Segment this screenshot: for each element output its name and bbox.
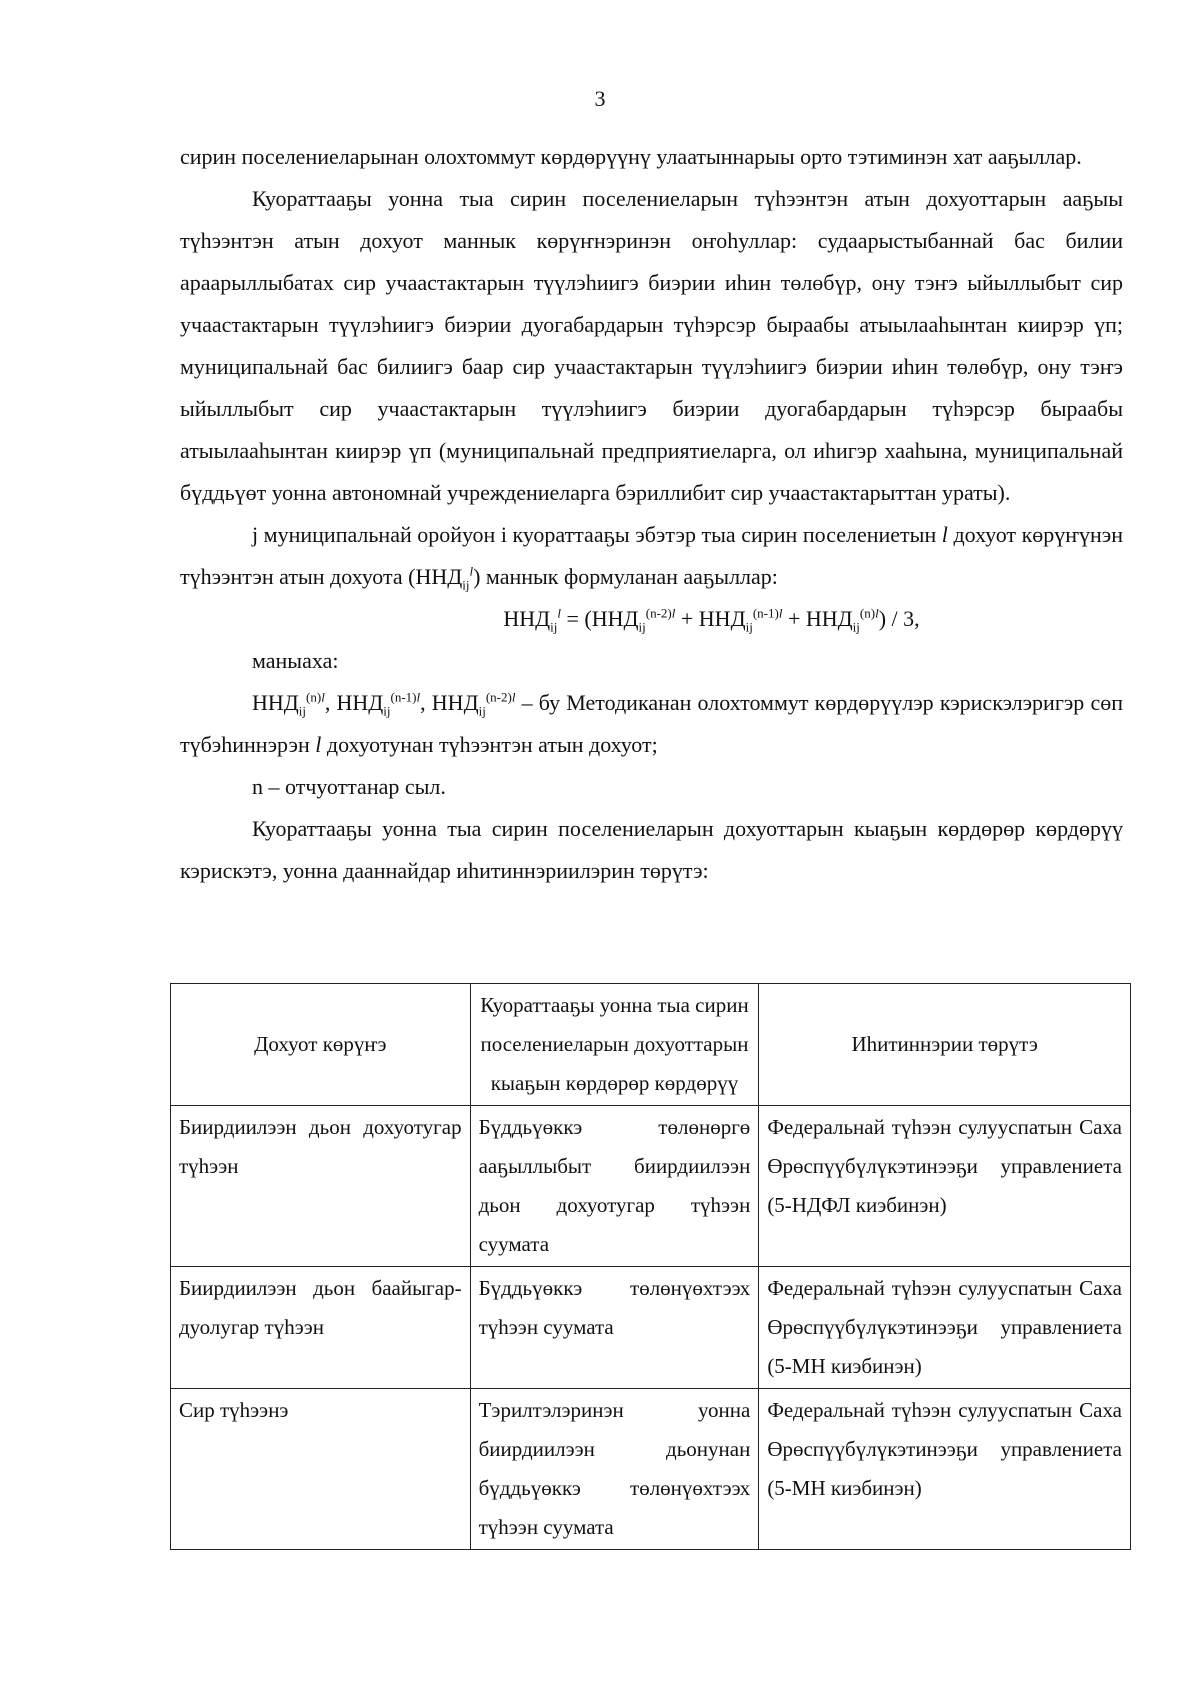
p3-sup: l [469, 563, 474, 579]
formula-l-4: l [875, 605, 879, 621]
formula-l-1: l [557, 605, 561, 621]
legend-text-a: – бу Методиканан олохтоммут көрдөрүүлэр кэрискэлэригэр сөп түбэһиннэрэн [180, 690, 1123, 757]
paragraph-3 [180, 514, 1123, 598]
table-cell: Сир түһээнэ [171, 1389, 471, 1550]
formula-exp-1: (n-2) [645, 605, 672, 621]
formula-l-3: l [778, 605, 783, 621]
page-number: 3 [594, 86, 606, 111]
legend-sep-2: , [420, 690, 432, 715]
table-cell: Федеральнай түһээн сулууспатын Саха Өрөспүүбүлүкэтинээҕи управлениета (5-МН киэбинэн) [759, 1267, 1131, 1389]
income-sources-table [170, 983, 1131, 1550]
p3-var-l: l [941, 522, 948, 547]
table-cell: Федеральнай түһээн сулууспатын Саха Өрөспүүбүлүкэтинээҕи управлениета (5-НДФЛ киэбинэн) [759, 1106, 1131, 1267]
p3-sub: ij [462, 577, 470, 593]
formula-sub-3: ij [745, 619, 753, 635]
paragraph-legend [180, 682, 1123, 766]
legend-exp-3: (n-2) [485, 689, 512, 705]
formula-eq: = ( [560, 606, 592, 631]
formula-exp-3: (n) [859, 605, 876, 621]
table-row [171, 1106, 1131, 1267]
legend-l-3: l [511, 689, 516, 705]
legend-l-1: l [321, 689, 325, 705]
formula-plus-2: + [782, 606, 806, 631]
formula-exp-2: (n-1) [752, 605, 779, 621]
table-cell: Бүддьүөккэ төлөнөргө ааҕыллыбыт биирдиилээн дьон дохуотугар түһээн суумата [470, 1106, 759, 1267]
legend-base-2: ННД [336, 690, 384, 715]
formula-sub-1: ij [550, 619, 558, 635]
legend-sub-2: ij [383, 703, 391, 719]
header-data-source: Иһитиннэрии төрүтэ [759, 984, 1131, 1106]
p3-text-b: дохуот көрүҥүнэн түһээнтэн атын дохуота (ННД [180, 522, 1123, 589]
table-cell: Биирдиилээн дьон баайыгар-дуолугар түһээн [171, 1267, 471, 1389]
paragraph-year: n – отчуоттанар сыл. [252, 774, 446, 799]
legend-sub-3: ij [478, 703, 486, 719]
body-text [180, 136, 1123, 892]
header-indicator: Куораттааҕы уонна тыа сирин поселениеларын дохуоттарын кыаҕын көрдөрөр көрдөрүү [470, 984, 759, 1106]
formula-base-1: ННД [503, 606, 551, 631]
formula-sub-2: ij [638, 619, 646, 635]
formula-plus-1: + [675, 606, 699, 631]
formula-l-2: l [671, 605, 676, 621]
legend-var-l: l [315, 732, 322, 757]
formula-base-3: ННД [698, 606, 746, 631]
table-cell: Бүддьүөккэ төлөнүөхтээх түһээн суумата [470, 1267, 759, 1389]
formula-end: ) / 3, [878, 606, 920, 631]
table-cell: Биирдиилээн дьон дохуотугар түһээн [171, 1106, 471, 1267]
formula [180, 598, 1123, 640]
formula-base-4: ННД [805, 606, 853, 631]
table-cell: Федеральнай түһээн сулууспатын Саха Өрөспүүбүлүкэтинээҕи управлениета (5-МН киэбинэн) [759, 1389, 1131, 1550]
paragraph-table-intro: Куораттааҕы уонна тыа сирин поселениеларын дохуоттарын кыаҕын көрдөрөр көрдөрүү кэрискэтэ, уонна дааннайдар иһитиннэриилэрин төрүтэ: [180, 816, 1123, 883]
legend-base-3: ННД [431, 690, 479, 715]
legend-exp-2: (n-1) [390, 689, 417, 705]
legend-l-2: l [416, 689, 421, 705]
table-cell: Тэрилтэлэринэн уонна биирдиилээн дьонунан бүддьүөккэ төлөнүөхтээх түһээн суумата [470, 1389, 759, 1550]
header-income-type: Дохуот көрүҥэ [171, 984, 471, 1106]
p3-text-c: ) маннык формуланан ааҕыллар: [473, 564, 778, 589]
legend-base-1: ННД [252, 690, 299, 715]
p3-text-a: j муниципальнай оройуон i куораттааҕы эбэтэр тыа сирин поселениетын [252, 522, 942, 547]
legend-sub-1: ij [298, 703, 307, 719]
legend-exp-1: (n) [306, 689, 322, 705]
table-row [171, 1389, 1131, 1550]
paragraph-2: Куораттааҕы уонна тыа сирин поселениеларын түһээнтэн атын дохуоттарын ааҕыы түһээнтэн атын дохуот маннык көрүҥнэринэн оҥоһуллар: судаарыстыбаннай бас билии араарыллыбатах сир учаастактарын түүлэһиигэ биэрии иһин төлөбүр, ону тэҥэ ыйыллыбыт сир учаастактарын түүлэһиигэ биэрии дуогабардарын түһэрсэр быраабы атыылааһынтан киирэр үп; муниципальнай бас билиигэ баар сир учаастактарын түүлэһиигэ биэрии иһин төлөбүр, ону тэҥэ ыйыллыбыт сир учаастактарын түүлэһиигэ биэрии дуогабардарын түһэрсэр быраабы атыылааһынтан киирэр үп (муниципальнай предприятиеларга, ол иһигэр хааһына, муниципальнай бүддьүөт уонна автономнай учреждениеларга бэриллибит сир учаастактарыттан ураты). [180, 186, 1123, 505]
table-row [171, 1267, 1131, 1389]
formula-sub-4: ij [852, 619, 860, 635]
legend-text-b: дохуотунан түһээнтэн атын дохуот; [321, 732, 658, 757]
paragraph-1: сирин поселениеларынан олохтоммут көрдөрүүнү улаатыннарыы орто тэтиминэн хат ааҕыллар. [180, 144, 1082, 169]
legend-sep-1: , [324, 690, 337, 715]
table-header-row [171, 984, 1131, 1106]
formula-base-2: ННД [591, 606, 639, 631]
paragraph-where: маныаха: [252, 648, 339, 673]
